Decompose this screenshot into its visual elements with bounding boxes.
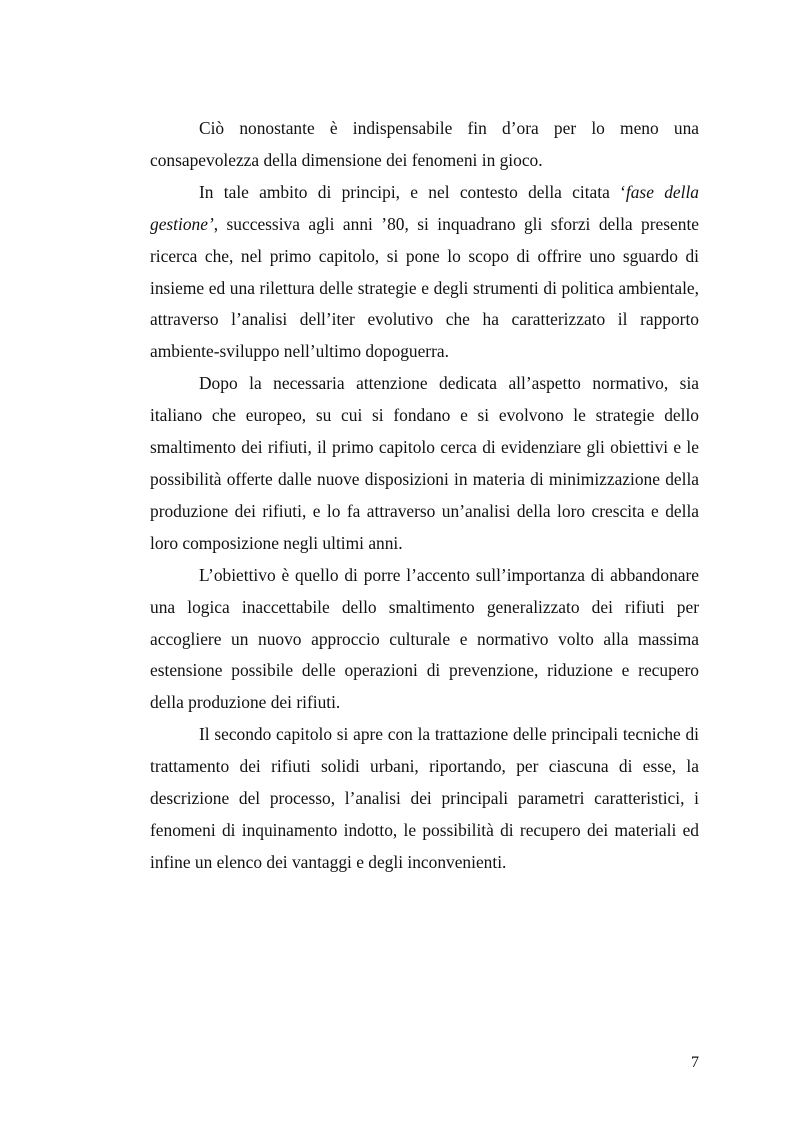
paragraph-4: L’obiettivo è quello di porre l’accento sull’importanza di abbandonare una logica inaccettabile dello smaltimento generalizzato dei rifiuti per accogliere un nuovo approccio culturale e normativo volto alla massima estensione possibile delle operazioni di prevenzione, riduzione e recupero della produzione dei rifiuti. [150, 564, 699, 713]
paragraph-2-rest: , successiva agli anni ’80, si inquadrano gli sforzi della presente ricerca che, nel primo capitolo, si pone lo scopo di offrire uno sguardo di insieme ed una rilettura delle strategie e degli strumenti di politica ambientale, attraverso l’analisi dell’iter evolutivo che ha caratterizzato il rapporto ambiente-sviluppo nell’ultimo dopoguerra. [150, 213, 699, 362]
paragraph-5: Il secondo capitolo si apre con la trattazione delle principali tecniche di trattamento dei rifiuti solidi urbani, riportando, per ciascuna di esse, la descrizione del processo, l’analisi dei principali parametri caratteristici, i fenomeni di inquinamento indotto, le possibilità di recupero dei materiali ed infine un elenco dei vantaggi e degli inconvenienti. [150, 724, 699, 872]
paragraph-3: Dopo la necessaria attenzione dedicata all’aspetto normativo, sia italiano che europeo, su cui si fondano e si evolvono le strategie dello smaltimento dei rifiuti, il primo capitolo cerca di evidenziare gli obiettivi e le possibilità offerte dalle nuove disposizioni in materia di minimizzazione della produzione dei rifiuti, e lo fa attraverso un’analisi della loro crescita e della loro composizione negli ultimi anni. [150, 373, 699, 553]
page-number: 7 [691, 1054, 699, 1071]
paragraph-2-italic-phrase: fase della gestione’ [150, 181, 699, 234]
paragraph-2 [150, 177, 699, 368]
body-text [150, 113, 699, 879]
paragraph-1: Ciò nonostante è indispensabile fin d’ora per lo meno una consapevolezza della dimensione dei fenomeni in gioco. [150, 118, 699, 170]
paragraph-2-lead: In tale ambito di principi, e nel contesto della citata ‘ [199, 181, 626, 202]
